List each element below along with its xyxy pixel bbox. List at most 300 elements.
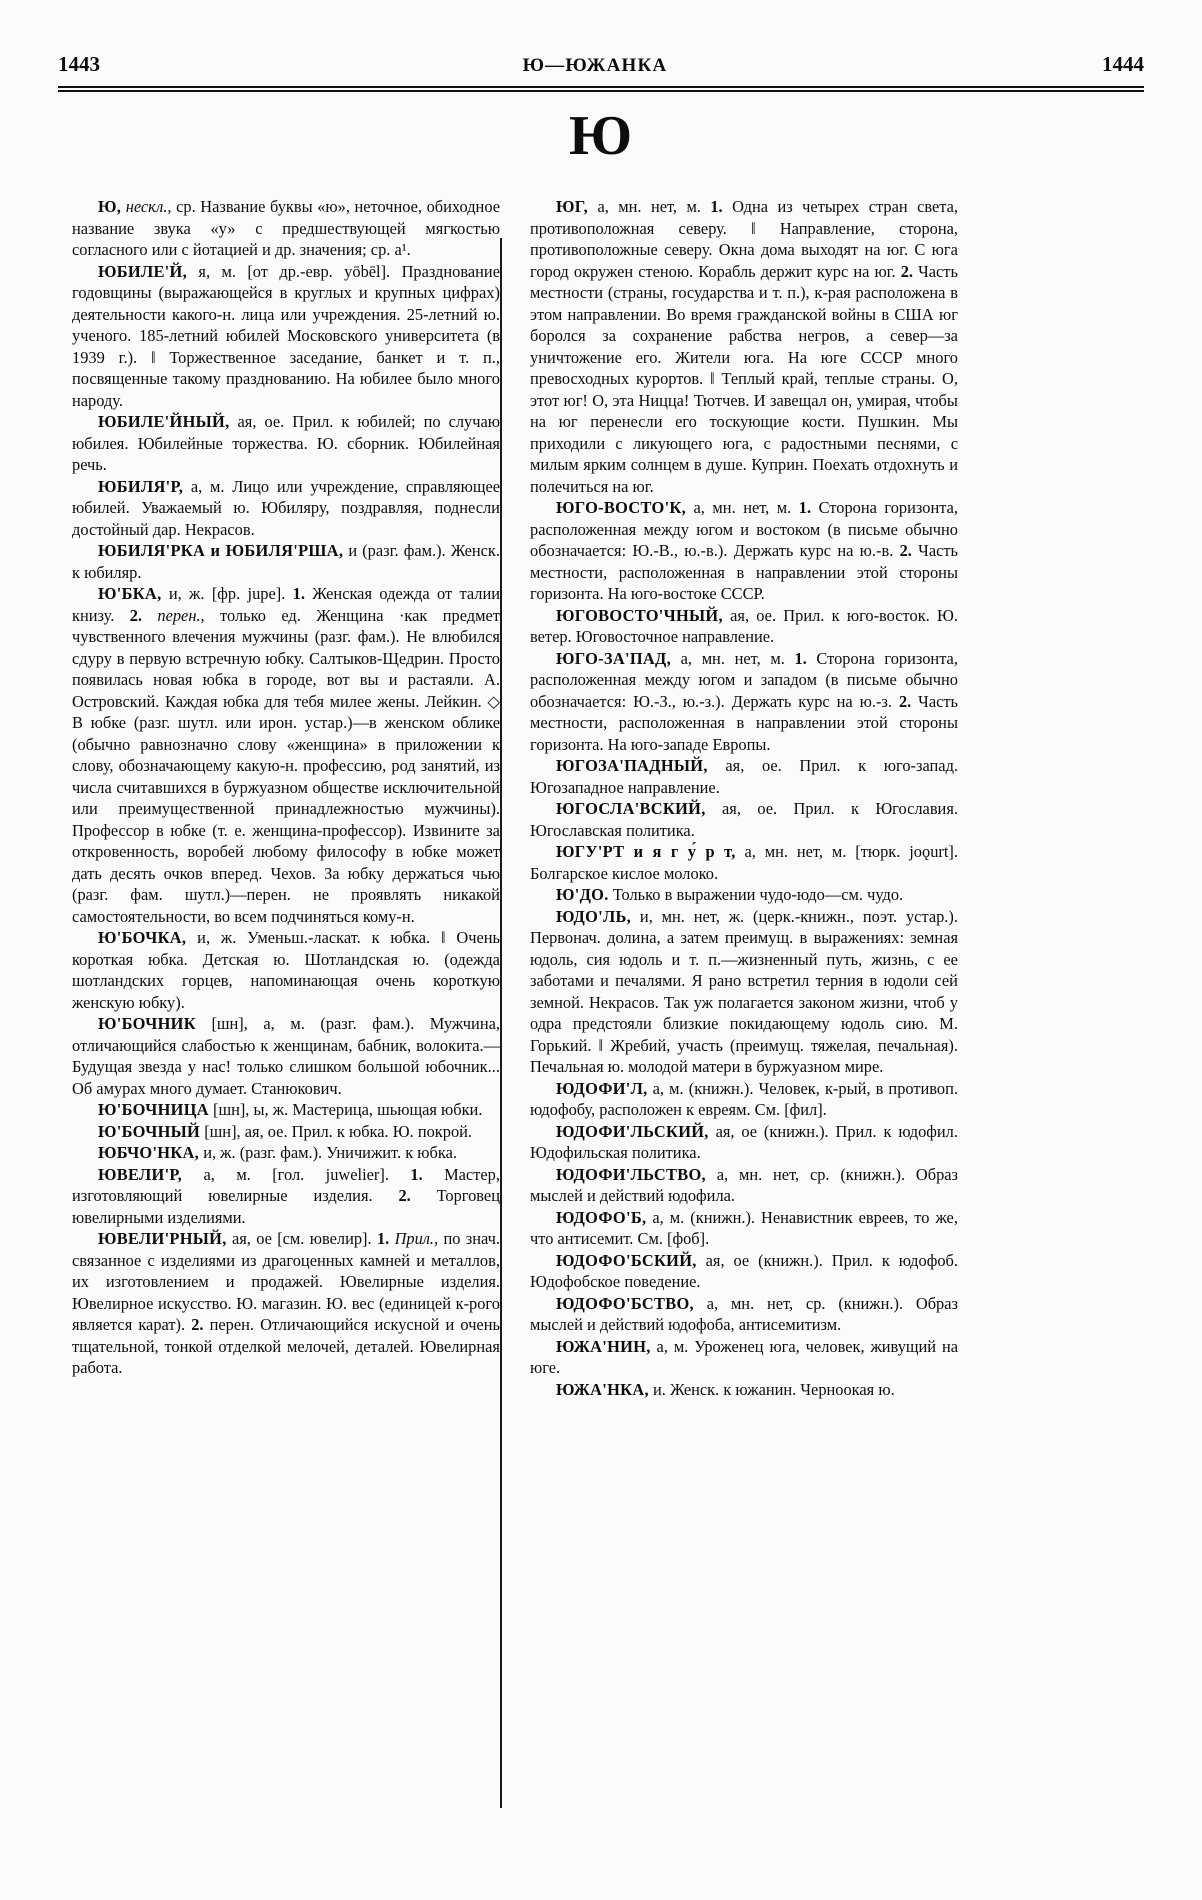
entry-text (793, 197, 802, 216)
entry-text: чтоб (912, 992, 945, 1012)
entry-text: числа (72, 777, 112, 797)
entry-text (935, 369, 942, 388)
entry-text: думает. (195, 1078, 248, 1098)
entry-text: карат). (138, 1315, 186, 1334)
entry-text: работа. (72, 1358, 123, 1377)
entry-text: ю. (273, 949, 290, 969)
entry-text: курортов. (635, 369, 704, 388)
entry-text: гражданской (737, 304, 827, 324)
entry-text (928, 1014, 939, 1033)
entry-text: я, (198, 261, 211, 281)
entry-text: мелочей, (287, 1336, 349, 1356)
dictionary-entry (72, 927, 500, 1013)
entry-text: ая, (244, 1121, 264, 1141)
entry-text: стороны (899, 713, 958, 732)
sense-number: 1. (798, 498, 812, 517)
entry-text (192, 670, 202, 689)
entry-text: может (456, 842, 501, 861)
entry-text: десять (110, 863, 156, 883)
entry-text (871, 1036, 878, 1055)
entry-text: чудо-юдо—см. (759, 885, 863, 904)
entry-text: расположенная (530, 519, 637, 539)
entry-text: в (881, 304, 890, 324)
entry-text: изготовлением (105, 1272, 209, 1291)
entry-headword: ЮГОЗА'ПАДНЫЙ, (556, 756, 708, 775)
entry-text: Сторона (816, 648, 875, 668)
entry-text (373, 1186, 399, 1205)
entry-headword: ЮГО-ВОСТО'К, (556, 498, 687, 517)
entry-text: Уменьш.-ласкат. (247, 928, 361, 947)
entry-text (209, 1272, 226, 1291)
entry-text: к (260, 1035, 269, 1055)
entry-headword: ЮДОФИ'ЛЬСКИЙ, (556, 1121, 709, 1141)
entry-text: (разг. (314, 627, 352, 646)
entry-text: жизни, (859, 992, 908, 1012)
entry-text: Корабль (698, 261, 756, 281)
entry-text: деталей. (354, 1336, 414, 1356)
entry-text: На (335, 369, 355, 388)
entry-text: юг. (632, 476, 654, 496)
entry-text: законом (798, 992, 855, 1012)
entry-text: неточное, (354, 197, 423, 216)
entry-text: юбка. (390, 928, 431, 947)
entry-text: Ненавистник (761, 1207, 853, 1227)
entry-text: ая, (705, 1250, 725, 1270)
entry-text: чудо. (867, 885, 904, 904)
entry-text: окружен (573, 261, 634, 281)
entry-text (586, 326, 603, 345)
entry-text: юбочник... (425, 1057, 500, 1076)
entry-text: к (831, 605, 840, 625)
entry-text: одежда (379, 584, 430, 603)
entry-text: м. (673, 1336, 689, 1356)
entry-text (464, 864, 472, 883)
entry-text: вы (359, 670, 379, 689)
entry-text (735, 670, 743, 689)
entry-text: сей (934, 971, 958, 990)
entry-text: искусной (374, 1315, 440, 1334)
entry-text: радостными (781, 433, 867, 453)
entry-text: противоп. (888, 1078, 958, 1098)
entry-text: покрой. (417, 1121, 473, 1141)
entry-text: (обычно (72, 734, 131, 754)
entry-text: затем (680, 928, 719, 947)
entry-text: юбка. (148, 949, 188, 969)
entry-text (694, 1294, 707, 1313)
entry-text: ювелирные (208, 1186, 288, 1205)
entry-text: м. (236, 1164, 251, 1184)
entry-headword: ЮДОФИ'Л, (556, 1078, 648, 1098)
entry-text (182, 584, 189, 603)
entry-text: югом (698, 670, 736, 689)
entry-text (725, 563, 737, 582)
entry-text: фам. (130, 885, 163, 904)
entry-text: и (587, 1315, 596, 1334)
entry-text: предстояли (572, 1014, 652, 1033)
entry-text: в (395, 842, 404, 861)
entry-text: на (941, 1336, 959, 1356)
entry-text (258, 950, 273, 969)
entry-text: северу. (664, 240, 713, 259)
entry-text (890, 1251, 899, 1270)
entry-headword: Ю'БКА, (98, 584, 162, 603)
entry-text (164, 971, 182, 990)
entry-text (562, 1014, 573, 1033)
entry-definition (209, 1100, 483, 1119)
entry-text: США (894, 304, 934, 324)
entry-text: и, (168, 584, 182, 603)
entry-text: книзу. (72, 605, 115, 625)
entry-text: И (753, 390, 766, 410)
entry-text (291, 885, 313, 904)
entry-text: устар.). (905, 906, 958, 926)
entry-text: звезда (138, 1057, 182, 1076)
entry-headword: ЮБИЛЕ'ЙНЫЙ, (98, 412, 230, 431)
entry-text (416, 412, 424, 431)
entry-text: поднесли (434, 498, 500, 517)
entry-text: юдофоба, (668, 1315, 735, 1334)
entry-text (708, 756, 726, 775)
entry-text: обычно (905, 670, 958, 689)
entry-text: фам.). (357, 627, 400, 646)
entry-text (403, 842, 412, 861)
grammar-label: Прил., (394, 1229, 439, 1248)
entry-text (266, 606, 281, 625)
entry-text (823, 842, 832, 861)
entry-definition (200, 1122, 472, 1141)
entry-text: преимущественной (118, 799, 255, 818)
entry-text: и, (203, 1143, 217, 1162)
entry-text: очень (460, 1315, 500, 1334)
entry-text (849, 326, 866, 345)
entry-text: Торговец (436, 1186, 500, 1205)
entry-text: человек, (805, 1336, 865, 1356)
entry-text: он, (831, 390, 853, 410)
entry-text: на (864, 240, 881, 259)
entry-text (218, 326, 226, 345)
entry-text: этой (856, 713, 888, 732)
entry-text (775, 369, 782, 388)
entry-text: Ювелирное (72, 1293, 154, 1313)
entry-text: влечения (172, 627, 236, 646)
entry-text (368, 735, 378, 754)
entry-text: город (530, 261, 569, 281)
entry-text: юга. (743, 347, 775, 367)
section-marker: ‖ (150, 347, 156, 367)
entry-text: этот (530, 390, 560, 410)
entry-text: ед. (281, 605, 301, 625)
entry-text (285, 584, 292, 603)
entry-text: курс (798, 691, 830, 711)
entry-text: юге (820, 347, 847, 367)
entry-text (845, 563, 857, 582)
entry-text: См. (754, 1100, 781, 1119)
entry-text: Ю. (392, 1121, 414, 1141)
dictionary-entry (72, 540, 500, 583)
dictionary-entry (530, 196, 958, 497)
entry-text: О, (592, 390, 609, 410)
entry-text: горизонта, (884, 648, 958, 668)
dictionary-entry (72, 1142, 500, 1164)
entry-text (835, 799, 851, 818)
entry-headword: ЮВЕЛИ'Р, (98, 1164, 183, 1184)
entry-text: у (949, 992, 958, 1012)
entry-text: мн. (618, 197, 642, 216)
entry-text (156, 348, 170, 367)
entry-text: откровенность, (72, 842, 179, 861)
entry-text: антисемитизм. (738, 1315, 842, 1334)
entry-text: дома (760, 240, 795, 259)
entry-text: к (371, 928, 380, 947)
entry-text: не (312, 885, 329, 904)
column-right (530, 196, 958, 1400)
entry-text: годовщины (72, 283, 152, 302)
entry-text (425, 627, 432, 646)
entry-text (918, 950, 927, 969)
entry-text: молодой (628, 1057, 688, 1076)
grammar-label: нескл., (125, 197, 172, 216)
entry-text: мн. (712, 498, 736, 517)
entry-text (363, 348, 377, 367)
dictionary-entry (530, 497, 958, 605)
entry-text: а, (716, 1164, 729, 1184)
entry-text: к (883, 1121, 892, 1141)
entry-definition (72, 584, 500, 926)
entry-headword: ЮГО-ЗА'ПАД, (556, 648, 671, 668)
entry-text (290, 950, 305, 969)
entry-text (152, 283, 159, 302)
entry-text (782, 756, 800, 775)
entry-text: крупных (374, 283, 436, 302)
entry-text: растаяли. (407, 670, 474, 689)
entry-text: Прил. (292, 412, 334, 431)
entry-text: мн. (738, 1164, 763, 1184)
entry-text: фам.). (403, 541, 446, 560)
entry-text: из (484, 756, 500, 775)
entry-text: [от (247, 261, 268, 281)
entry-text: Некрасов. (184, 519, 255, 539)
entry-text: ая, (715, 1121, 735, 1141)
entry-text: и. (653, 1379, 666, 1399)
entry-text: искусство. (158, 1293, 232, 1313)
entry-text: к-рый, (824, 1078, 871, 1098)
entry-text: амурах (96, 1078, 146, 1098)
entry-text: юга, (722, 433, 754, 453)
dictionary-entry (530, 798, 958, 841)
entry-text: ая, (730, 605, 750, 625)
entry-text (892, 692, 899, 711)
entry-text (757, 1122, 764, 1141)
entry-text: ее (943, 949, 958, 969)
entry-text: мягкостью (425, 218, 500, 238)
entry-text (330, 498, 342, 517)
entry-text (143, 670, 153, 689)
entry-text: юбке (90, 713, 127, 732)
header-rule-line-top (58, 86, 1144, 88)
entry-text: мире. (844, 1057, 884, 1076)
entry-text: рабства (728, 326, 782, 345)
entry-text: (книжн.). (763, 1121, 829, 1141)
grammar-label: перен., (157, 605, 205, 625)
entry-text: к (492, 734, 501, 754)
entry-text: уж (693, 992, 713, 1012)
entry-text: ср. (370, 240, 391, 259)
entry-text: женскую (72, 992, 135, 1012)
entry-text (350, 670, 360, 689)
entry-text (804, 1036, 811, 1055)
entry-text: ая, (722, 799, 741, 818)
entry-text: ое (256, 1229, 272, 1248)
entry-text: Ювелирная (419, 1336, 500, 1356)
entry-text (903, 1294, 916, 1313)
entry-text: Островский. (72, 691, 160, 711)
entry-text (236, 928, 247, 947)
entry-text: вот (326, 670, 350, 689)
entry-text (316, 864, 324, 883)
entry-text (445, 348, 459, 367)
entry-text: с (927, 949, 935, 969)
entry-text: в (736, 713, 745, 732)
entry-text: О, (942, 369, 958, 388)
entry-text (277, 735, 287, 754)
entry-text: [шн], (211, 1014, 248, 1033)
dictionary-entry (72, 1099, 500, 1121)
entry-text: г.). (118, 347, 138, 367)
entry-text: горизонта, (884, 498, 958, 517)
entry-text: в (248, 670, 257, 689)
header-rule-line-bottom (58, 90, 1144, 92)
entry-text: к (336, 1121, 345, 1141)
entry-text: евреев, (858, 1207, 909, 1227)
entry-text (774, 348, 788, 367)
entry-text: Каждая (165, 691, 218, 711)
entry-text: стороны (899, 562, 958, 582)
entry-text: уничтожение (530, 347, 622, 367)
entry-text: Очень (456, 928, 500, 947)
entry-text: Печальная (530, 1057, 604, 1076)
entry-text: м. (831, 842, 847, 861)
entry-text: сию. (895, 1014, 929, 1033)
entry-text: женском (384, 713, 445, 732)
entry-text: Мы (932, 412, 958, 431)
entry-text: ю.-в.). (684, 541, 728, 560)
entry-text: устар.)—в (304, 713, 377, 732)
entry-text: печальная). (877, 1035, 958, 1055)
entry-text: справляющее (405, 476, 501, 496)
entry-text: много (149, 1078, 192, 1098)
entry-text: завещал (769, 390, 827, 410)
entry-text: Жребий, (610, 1035, 671, 1055)
sense-number: 2. (129, 605, 142, 625)
entry-text: отделкой (218, 1336, 282, 1356)
entry-text: превосходных (530, 369, 630, 388)
entry-text: ю. (878, 1379, 895, 1399)
entry-text: душе. (706, 455, 747, 474)
entry-text (629, 369, 636, 388)
entry-text (888, 713, 900, 732)
entry-text (793, 1294, 806, 1313)
entry-text: юбилей; (357, 412, 416, 431)
entry-text: Ю. (326, 1293, 348, 1313)
entry-text: самостоятельности, (72, 906, 211, 926)
entry-text: курс (816, 261, 849, 281)
entry-text: чтобы (915, 390, 958, 410)
entry-text: в (875, 1078, 884, 1098)
entry-text: фам.). (280, 1143, 323, 1162)
entry-text: Прил. (793, 799, 835, 818)
entry-text: поздравляя, (341, 498, 423, 517)
entry-text: тонкой (164, 1336, 213, 1356)
entry-text: только (220, 605, 266, 625)
entry-text (741, 799, 757, 818)
entry-text: На (787, 347, 808, 367)
entry-definition (530, 197, 958, 496)
entry-text: на (837, 541, 854, 560)
entry-text (263, 219, 283, 238)
entry-text: Ю. (936, 605, 958, 625)
entry-text: нет, (743, 498, 770, 517)
entry-text: На (607, 734, 627, 754)
entry-text (902, 348, 916, 367)
entry-text: во (214, 906, 231, 926)
section-marker: ‖ (751, 218, 756, 238)
entry-text: или (72, 799, 98, 818)
entry-text: «женщина» (286, 734, 368, 754)
entry-text: (преимущ. (730, 1035, 804, 1055)
entry-text: к (405, 1143, 414, 1162)
entry-text: обозначается: (530, 541, 627, 560)
entry-text: (разг. (320, 1014, 357, 1033)
entry-text (723, 197, 732, 216)
section-marker: ‖ (440, 928, 446, 947)
entry-text: Держать (731, 691, 792, 711)
entry-text: или (225, 713, 252, 732)
entry-text: Тютчев. (693, 390, 750, 410)
folio-left: 1443 (58, 52, 100, 76)
entry-text: юго-западе (630, 734, 709, 754)
entry-text (897, 670, 905, 689)
entry-text: (т. (212, 820, 228, 840)
entry-text: торжества. (232, 433, 308, 453)
entry-text: м. (221, 261, 236, 281)
entry-text: первую (129, 648, 182, 668)
entry-text (818, 369, 825, 388)
entry-text (897, 907, 906, 926)
entry-text: Ю. (236, 1293, 258, 1313)
entry-text (662, 348, 676, 367)
entry-text: Часть (918, 691, 959, 711)
entry-text: с (763, 433, 771, 453)
entry-text: Московского (287, 326, 378, 345)
entry-text: солнцем (630, 455, 690, 474)
entry-text: политика. (626, 820, 695, 840)
dictionary-entry (530, 884, 958, 906)
entry-text (423, 1165, 444, 1184)
entry-text: то (914, 1207, 930, 1227)
entry-text: Только (612, 885, 661, 904)
entry-text (546, 412, 559, 431)
entry-text: Черноокая (800, 1379, 875, 1399)
entry-text: [фил]. (784, 1100, 827, 1119)
entry-text: политика. (631, 1143, 701, 1162)
entry-text: тяжелая, (810, 1035, 871, 1055)
entry-text (697, 1251, 706, 1270)
entry-text (479, 326, 487, 345)
entry-text (203, 864, 211, 883)
entry-text: выходят (801, 240, 859, 259)
entry-text: заседание, (289, 347, 363, 367)
entry-text (685, 907, 694, 926)
